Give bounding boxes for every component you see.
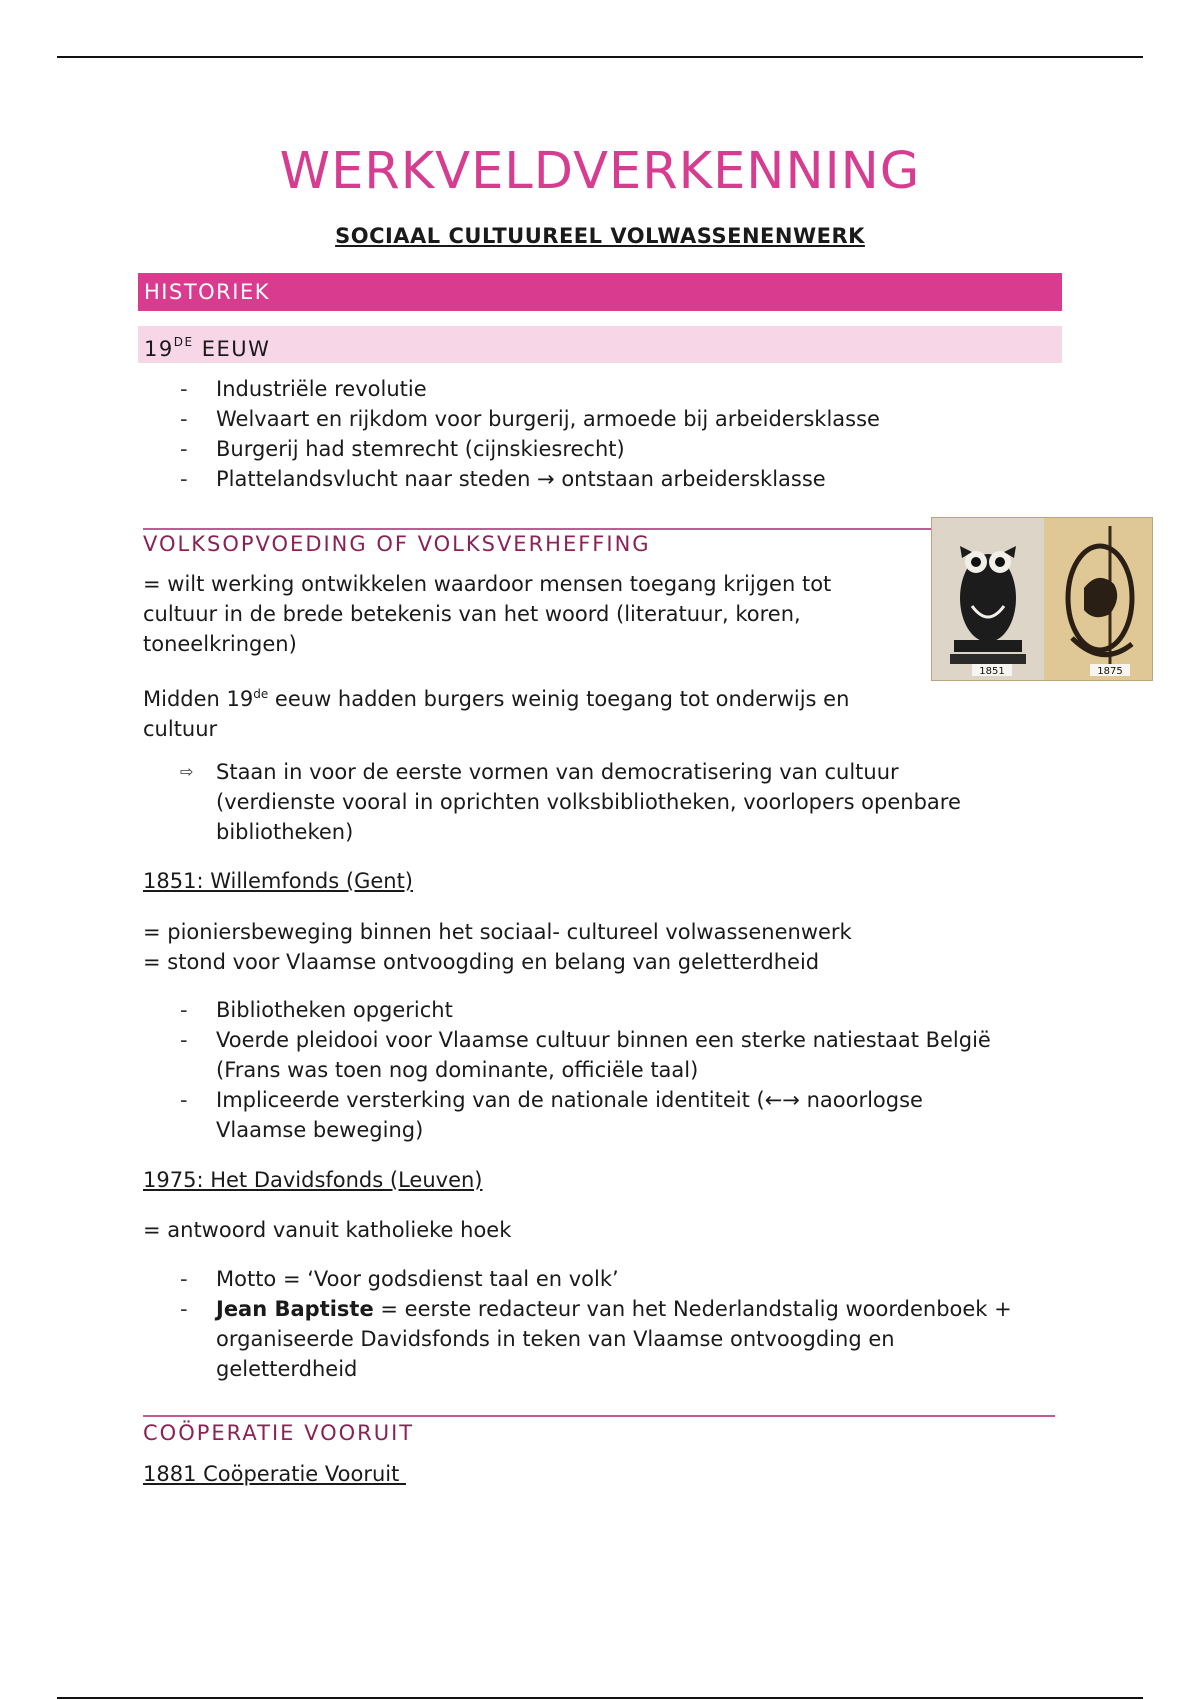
- dash-bullet: -: [180, 467, 188, 491]
- list-item: [180, 404, 880, 434]
- paragraph-midden-19de-eeuw: [143, 679, 849, 744]
- paragraph-davidsfonds: = antwoord vanuit katholieke hoek: [143, 1218, 512, 1242]
- heading-cooperatie-vooruit: COÖPERATIE VOORUIT: [143, 1421, 415, 1445]
- paragraph-definition: [143, 569, 831, 659]
- page-title: WERKVELDVERKENNING: [279, 142, 921, 201]
- section-rule-cooperatie: [143, 1415, 1055, 1417]
- list-davidsfonds: [180, 1264, 1012, 1384]
- list-item-text: Impliceerde versterking van de nationale identiteit (←→ naoorlogse: [216, 1088, 923, 1112]
- list-item-text: bibliotheken): [216, 820, 354, 844]
- list-item: [180, 1264, 1012, 1294]
- heading-volksopvoeding: VOLKSOPVOEDING OF VOLKSVERHEFFING: [143, 532, 651, 556]
- heading-century-sup: DE: [173, 335, 194, 349]
- list-item: [180, 434, 880, 464]
- list-item-text: Staan in voor de eerste vormen van democratisering van cultuur: [216, 760, 899, 784]
- historic-emblems-image: [931, 517, 1153, 681]
- list-item: [180, 1085, 991, 1145]
- top-rule: [57, 56, 1143, 58]
- list-item-text: Welvaart en rijkdom voor burgerij, armoede bij arbeidersklasse: [216, 407, 880, 431]
- paragraph-willemfonds: [143, 917, 852, 977]
- list-19de-eeuw: [180, 374, 880, 494]
- list-item: [180, 1025, 991, 1085]
- dash-bullet: -: [180, 1267, 188, 1291]
- image-label-1875: 1875: [1097, 666, 1123, 677]
- heading-davidsfonds: 1975: Het Davidsfonds (Leuven): [143, 1168, 483, 1192]
- paragraph-line: cultuur in de brede betekenis van het woord (literatuur, koren,: [143, 602, 801, 626]
- list-item-text: Bibliotheken opgericht: [216, 998, 453, 1022]
- list-item: [180, 464, 880, 494]
- list-item-text: Voerde pleidooi voor Vlaamse cultuur binnen een sterke natiestaat België: [216, 1028, 991, 1052]
- heading-19de-eeuw: [138, 326, 1062, 363]
- arrow-right-icon: ⇨: [180, 762, 194, 781]
- paragraph-line: = stond voor Vlaamse ontvoogding en belang van geletterdheid: [143, 950, 820, 974]
- text-rest: eeuw hadden burgers weinig toegang tot onderwijs en: [268, 687, 850, 711]
- paragraph-line: cultuur: [143, 717, 218, 741]
- list-arrow: [180, 757, 961, 847]
- list-item-text: organiseerde Davidsfonds in teken van Vlaamse ontvoogding en: [216, 1327, 895, 1351]
- list-item-text: Vlaamse beweging): [216, 1118, 424, 1142]
- list-item: [180, 374, 880, 404]
- heading-historiek: HISTORIEK: [138, 273, 1062, 311]
- list-item-text: geletterdheid: [216, 1357, 358, 1381]
- list-item-text: Burgerij had stemrecht (cijnskiesrecht): [216, 437, 625, 461]
- list-item-text: [216, 1294, 1012, 1324]
- list-item-text: (verdienste vooral in oprichten volksbibliotheken, voorlopers openbare: [216, 790, 961, 814]
- heading-century-rest: EEUW: [193, 337, 271, 361]
- paragraph-line: [143, 679, 849, 714]
- text-rest: = eerste redacteur van het Nederlandstalig woordenboek +: [373, 1297, 1012, 1321]
- list-item-text: (Frans was toen nog dominante, officiële taal): [216, 1058, 699, 1082]
- dash-bullet: -: [180, 377, 188, 401]
- dash-bullet: -: [180, 998, 188, 1022]
- list-item-text: Plattelandsvlucht naar steden → ontstaan arbeidersklasse: [216, 467, 826, 491]
- paragraph-line: toneelkringen): [143, 632, 297, 656]
- bottom-rule: [57, 1697, 1143, 1699]
- name-jean-baptiste: Jean Baptiste: [216, 1297, 374, 1321]
- list-item-text: Motto = ‘Voor godsdienst taal en volk’: [216, 1267, 619, 1291]
- page-subtitle: SOCIAAL CULTUUREEL VOLWASSENENWERK: [335, 224, 865, 248]
- paragraph-line: = pioniersbeweging binnen het sociaal- cultureel volwassenenwerk: [143, 920, 852, 944]
- text-sup-de: de: [253, 687, 269, 701]
- emblems-illustration: [932, 518, 1152, 680]
- list-willemfonds: [180, 995, 991, 1145]
- dash-bullet: -: [180, 1088, 188, 1112]
- dash-bullet: -: [180, 407, 188, 431]
- paragraph-line: = wilt werking ontwikkelen waardoor mensen toegang krijgen tot: [143, 572, 832, 596]
- list-item: [180, 757, 961, 847]
- text-midden: Midden 19: [143, 687, 254, 711]
- image-label-1851: 1851: [979, 666, 1005, 677]
- dash-bullet: -: [180, 437, 188, 461]
- heading-willemfonds: 1851: Willemfonds (Gent): [143, 869, 413, 893]
- subheading-1881-cooperatie: 1881 Coöperatie Vooruit: [143, 1462, 407, 1486]
- list-item: [180, 1294, 1012, 1384]
- heading-century-number: 19: [144, 337, 174, 361]
- list-item: [180, 995, 991, 1025]
- list-item-text: Industriële revolutie: [216, 377, 427, 401]
- dash-bullet: -: [180, 1028, 188, 1052]
- dash-bullet: -: [180, 1297, 188, 1321]
